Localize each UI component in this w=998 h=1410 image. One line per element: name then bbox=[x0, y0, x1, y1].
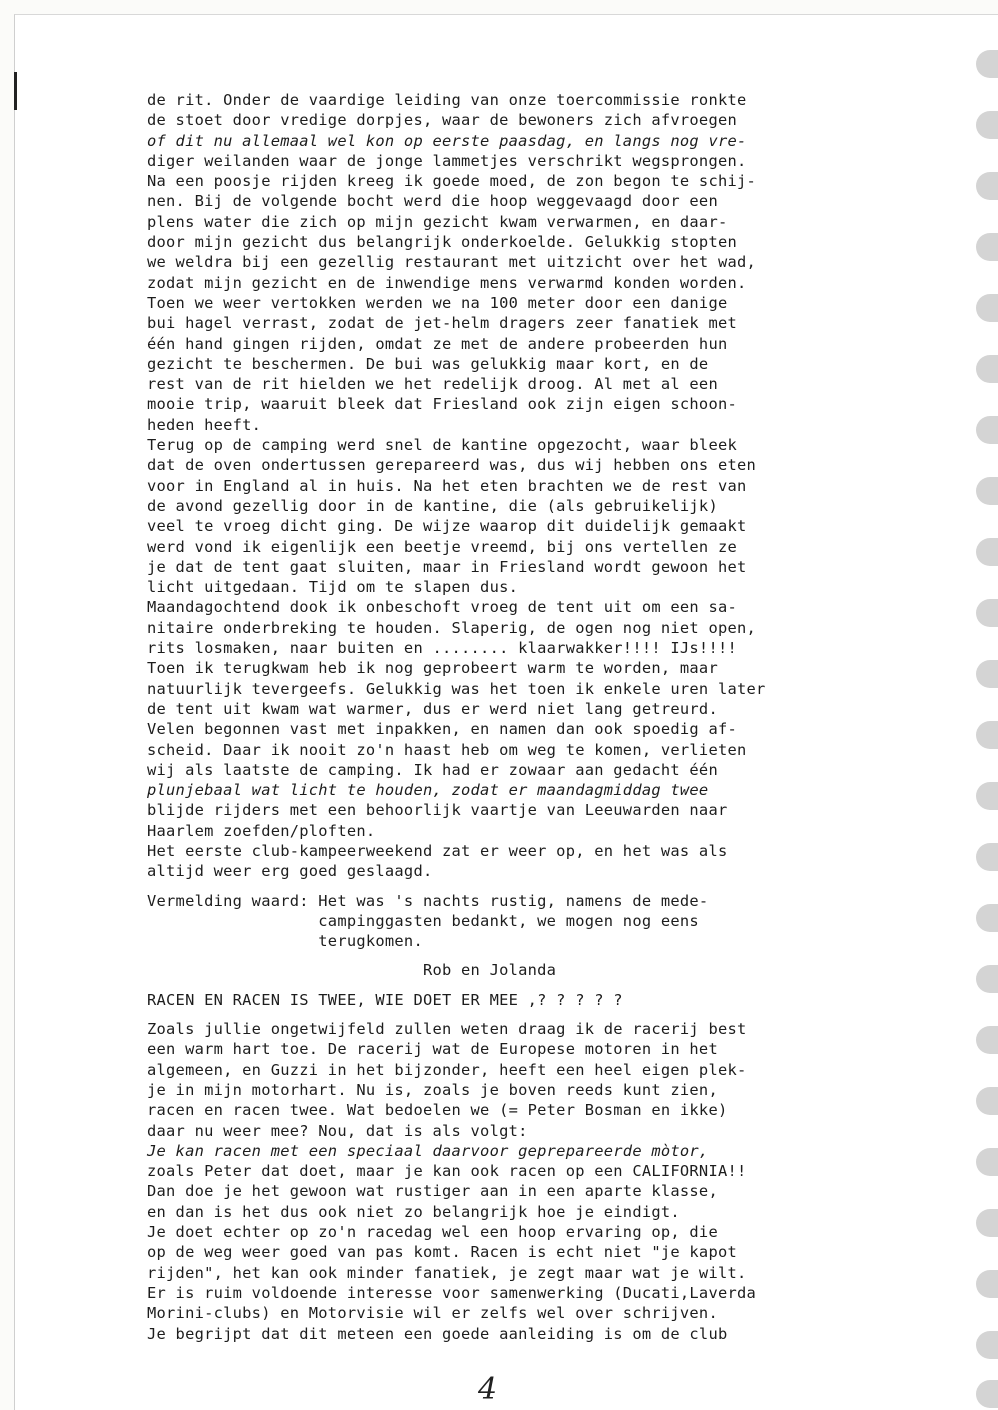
text-line: dat de oven ondertussen gerepareerd was, dus wij hebben ons eten bbox=[147, 456, 757, 475]
text-line: veel te vroeg dicht ging. De wijze waarop dit duidelijk gemaakt bbox=[147, 517, 747, 536]
binder-hole bbox=[976, 1026, 998, 1054]
binder-hole bbox=[976, 1331, 998, 1359]
binder-hole bbox=[976, 782, 998, 810]
text-line: plunjebaal wat licht te houden, zodat er maandagmiddag twee bbox=[147, 781, 709, 800]
binder-hole bbox=[976, 50, 998, 78]
binder-hole bbox=[976, 721, 998, 749]
binder-hole bbox=[976, 965, 998, 993]
text-line: mooie trip, waaruit bleek dat Friesland ook zijn eigen schoon- bbox=[147, 395, 737, 414]
text-line: Toen ik terugkwam heb ik nog geprobeert warm te worden, maar bbox=[147, 659, 718, 678]
binder-hole bbox=[976, 294, 998, 322]
text-line: de stoet door vredige dorpjes, waar de bewoners zich afvroegen bbox=[147, 111, 737, 130]
text-line: diger weilanden waar de jonge lammetjes verschrikt wegsprongen. bbox=[147, 151, 747, 170]
binder-hole bbox=[976, 111, 998, 139]
text-line: we weldra bij een gezellig restaurant met uitzicht over het wad, bbox=[147, 253, 757, 272]
text-line: Vermelding waard: Het was 's nachts rustig, namens de mede- bbox=[147, 891, 709, 910]
text-line: rits losmaken, naar buiten en ........ klaarwakker!!!! IJs!!!! bbox=[147, 639, 737, 658]
text-line: op de weg weer goed van pas komt. Racen is echt niet "je kapot bbox=[147, 1243, 737, 1262]
text-line: heden heeft. bbox=[147, 415, 262, 434]
binder-hole bbox=[976, 172, 998, 200]
binder-hole bbox=[976, 355, 998, 383]
text-line: Dan doe je het gewoon wat rustiger aan in een aparte klasse, bbox=[147, 1182, 718, 1201]
text-line: Morini-clubs) en Motorvisie wil er zelfs wel over schrijven. bbox=[147, 1304, 718, 1323]
page-number: 4 bbox=[478, 1372, 498, 1407]
text-line: Terug op de camping werd snel de kantine opgezocht, waar bleek bbox=[147, 436, 737, 455]
margin-mark bbox=[14, 72, 17, 110]
text-line: werd vond ik eigenlijk een beetje vreemd, bij ons vertellen ze bbox=[147, 537, 737, 556]
paragraph-gap bbox=[147, 981, 957, 990]
binder-hole bbox=[976, 1087, 998, 1115]
text-line: wij als laatste de camping. Ik had er zowaar aan gedacht één bbox=[147, 760, 718, 779]
text-line: blijde rijders met een behoorlijk vaartje van Leeuwarden naar bbox=[147, 801, 728, 820]
text-line: bui hagel verrast, zodat de jet-helm dragers zeer fanatiek met bbox=[147, 314, 737, 333]
text-line: nitaire onderbreking te houden. Slaperig, de ogen nog niet open, bbox=[147, 618, 757, 637]
binder-spine bbox=[968, 50, 998, 1410]
text-line: Na een poosje rijden kreeg ik goede moed, de zon begon te schij- bbox=[147, 172, 757, 191]
text-line: Maandagochtend dook ik onbeschoft vroeg de tent uit om een sa- bbox=[147, 598, 737, 617]
article-text bbox=[147, 90, 957, 1344]
text-line: Rob en Jolanda bbox=[147, 961, 557, 980]
binder-hole bbox=[976, 1270, 998, 1298]
text-line: gezicht te beschermen. De bui was gelukkig maar kort, en de bbox=[147, 354, 709, 373]
text-line: en dan is het dus ook niet zo belangrijk hoe je eindigt. bbox=[147, 1202, 680, 1221]
text-line: algemeen, en Guzzi in het bijzonder, heeft een heel eigen plek- bbox=[147, 1060, 747, 1079]
text-line: scheid. Daar ik nooit zo'n haast heb om weg te komen, verlieten bbox=[147, 740, 747, 759]
binder-hole bbox=[976, 416, 998, 444]
binder-hole bbox=[976, 660, 998, 688]
text-line: Toen we weer vertokken werden we na 100 meter door een danige bbox=[147, 293, 728, 312]
text-line: zoals Peter dat doet, maar je kan ook racen op een CALIFORNIA!! bbox=[147, 1162, 747, 1181]
text-line: de rit. Onder de vaardige leiding van onze toercommissie ronkte bbox=[147, 91, 747, 109]
text-line: licht uitgedaan. Tijd om te slapen dus. bbox=[147, 578, 519, 597]
text-line: RACEN EN RACEN IS TWEE, WIE DOET ER MEE ,? ? ? ? ? bbox=[147, 990, 623, 1009]
paragraph-gap bbox=[147, 882, 957, 891]
text-line: Je doet echter op zo'n racedag wel een hoop ervaring op, die bbox=[147, 1223, 718, 1242]
text-line: racen en racen twee. Wat bedoelen we (= Peter Bosman en ikke) bbox=[147, 1101, 728, 1120]
binder-hole bbox=[976, 1380, 998, 1408]
text-line: of dit nu allemaal wel kon op eerste paasdag, en langs nog vre- bbox=[147, 131, 747, 150]
text-line: één hand gingen rijden, omdat ze met de andere probeerden hun bbox=[147, 334, 728, 353]
text-line: Het eerste club-kampeerweekend zat er weer op, en het was als bbox=[147, 841, 728, 860]
text-line: altijd weer erg goed geslaagd. bbox=[147, 862, 433, 881]
text-line: door mijn gezicht dus belangrijk onderkoelde. Gelukkig stopten bbox=[147, 233, 737, 252]
text-line: je dat de tent gaat sluiten, maar in Friesland wordt gewoon het bbox=[147, 557, 747, 576]
text-line: je in mijn motorhart. Nu is, zoals je boven reeds kunt zien, bbox=[147, 1080, 718, 1099]
text-line: de tent uit kwam wat warmer, dus er werd niet lang getreurd. bbox=[147, 699, 718, 718]
text-line: campinggasten bedankt, we mogen nog eens bbox=[147, 911, 699, 930]
text-line: daar nu weer mee? Nou, dat is als volgt: bbox=[147, 1121, 528, 1140]
text-line: rijden", het kan ook minder fanatiek, je zegt maar wat je wilt. bbox=[147, 1263, 747, 1282]
binder-hole bbox=[976, 1148, 998, 1176]
text-line: Zoals jullie ongetwijfeld zullen weten draag ik de racerij best bbox=[147, 1020, 747, 1039]
binder-hole bbox=[976, 904, 998, 932]
paragraph-gap bbox=[147, 1010, 957, 1019]
text-line: Je begrijpt dat dit meteen een goede aanleiding is om de club bbox=[147, 1324, 728, 1343]
text-line: de avond gezellig door in de kantine, die (als gebruikelijk) bbox=[147, 496, 718, 515]
binder-hole bbox=[976, 843, 998, 871]
text-line: een warm hart toe. De racerij wat de Europese motoren in het bbox=[147, 1040, 718, 1059]
binder-hole bbox=[976, 233, 998, 261]
text-line: terugkomen. bbox=[147, 932, 423, 951]
text-line: voor in England al in huis. Na het eten brachten we de rest van bbox=[147, 476, 747, 495]
binder-hole bbox=[976, 599, 998, 627]
text-line: nen. Bij de volgende bocht werd die hoop weggevaagd door een bbox=[147, 192, 718, 211]
text-line: Haarlem zoefden/ploften. bbox=[147, 821, 376, 840]
text-line: rest van de rit hielden we het redelijk droog. Al met al een bbox=[147, 375, 718, 394]
binder-hole bbox=[976, 477, 998, 505]
text-line: zodat mijn gezicht en de inwendige mens verwarmd konden worden. bbox=[147, 273, 747, 292]
text-line: natuurlijk tevergeefs. Gelukkig was het toen ik enkele uren later bbox=[147, 679, 766, 698]
text-line: plens water die zich op mijn gezicht kwam verwarmen, en daar- bbox=[147, 212, 728, 231]
binder-hole bbox=[976, 1209, 998, 1237]
binder-hole bbox=[976, 538, 998, 566]
text-line: Je kan racen met een speciaal daarvoor geprepareerde mòtor, bbox=[147, 1141, 709, 1160]
text-line: Er is ruim voldoende interesse voor samenwerking (Ducati,Laverda bbox=[147, 1283, 757, 1302]
text-line: Velen begonnen vast met inpakken, en namen dan ook spoedig af- bbox=[147, 720, 737, 739]
paragraph-gap bbox=[147, 951, 957, 960]
